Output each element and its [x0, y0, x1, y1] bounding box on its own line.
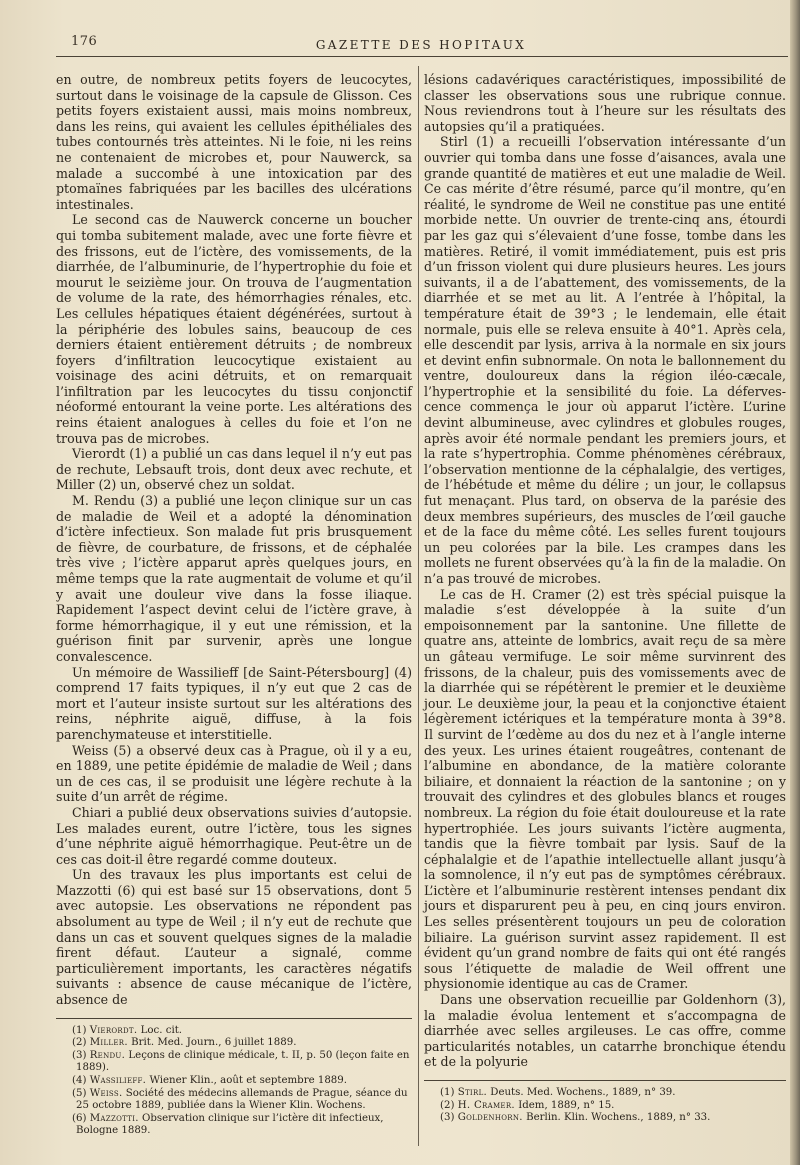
footnote: [56, 1088, 412, 1113]
paragraph: Un mémoire de Wassilieff [de Saint-Pétersbourg] (4) comprend 17 faits typiques, il n’y eut que 2 cas de mort et l’auteur insiste surtout sur les altérations des reins, néphrite aiguë, diffuse, à la fois parenchymateuse et interstitielle.: [56, 664, 412, 742]
footnote-reference: Idem, 1889, n° 15.: [514, 1099, 615, 1111]
paragraph: Le cas de H. Cramer (2) est très spécial puisque la maladie s’est développée à la suite d’un empoisonnement par la santonine. Une fillette de quatre ans, atteinte de lombrics, avait reçu de sa mère un gâteau vermifuge. Le soir même survinrent des frissons, de la chaleur, puis des vomissements avec de la diarrhée qui se répétèrent le premier et le deuxième jour. Le deuxième jour, la peau et la conjonctive étaient légèrement ictériques et la température monta à 39°8. Il survint de l’œdème au dos du nez et à l’angle interne des yeux. Les urines étaient rougeâtres, contenant de l’albumine en abondance, de la matière colorante biliaire, et donnaient la réaction de la santonine ; on y trouvait des cylindres et des globules blancs et rouges nombreux. La région du foie était douloureuse et la rate hypertrophiée. Les jours suivants l’ictère augmenta, tandis que la fièvre tombait par lysis. Sauf de la céphalalgie et de l’apathie intellectuelle allant jusqu’à la somnolence, il n’y eut pas de symptômes cérébraux. L’ictère et l’albuminurie restèrent intenses pendant dix jours et disparurent peu à peu, en cinq jours environ. Les selles présentèrent toujours un peu de coloration biliaire. La guérison survint assez rapidement. Il est évident qu’un grand nombre de faits qui ont été rangés sous l’étiquette de maladie de Weil offrent une physionomie identique au cas de Cramer.: [424, 586, 786, 992]
page-edge-shadow: [790, 0, 800, 1165]
footnote-author: Goldenhorn.: [457, 1112, 523, 1124]
column-divider: [418, 66, 419, 1146]
footnote: [56, 1113, 412, 1138]
footnote-author: Wassilieff.: [89, 1075, 147, 1086]
footnote-author: Miller.: [89, 1037, 128, 1049]
footnote-number: (6): [72, 1112, 87, 1124]
footnote-reference: Brit. Med. Journ., 6 juillet 1889.: [127, 1037, 297, 1049]
footnote-number: (2): [72, 1037, 87, 1049]
footnote: [424, 1087, 786, 1100]
footnote: [56, 1025, 412, 1038]
footnote-number: (5): [72, 1087, 87, 1099]
footnote-reference: Berlin. Klin. Wochens., 1889, n° 33.: [522, 1112, 711, 1124]
footnote-number: (1): [72, 1024, 87, 1036]
paragraph: Chiari a publié deux observations suivies d’autopsie. Les malades eurent, outre l’ictère, tous les signes d’une néphrite aiguë hémorrhagique. Peut-être un de ces cas doit-il être regardé comme douteux.: [56, 804, 412, 867]
footnote-author: Stirl.: [457, 1087, 488, 1098]
footnote-author: H. Cramer.: [457, 1099, 515, 1111]
running-title: GAZETTE DES HOPITAUX: [315, 38, 527, 52]
footnotes: [56, 1025, 412, 1138]
footnote-number: (4): [72, 1075, 87, 1086]
page-number: 176: [71, 34, 98, 49]
footnote-reference: Wiener Klin., août et septembre 1889.: [146, 1075, 347, 1086]
footnote-number: (3): [72, 1049, 87, 1061]
left-column: [56, 72, 412, 1138]
paragraph: Dans une observation recueillie par Goldenhorn (3), la maladie évolua lentement et s’accompagna de diarrhée avec selles argileuses. Le cas offre, comme particularités notables, un catarrhe bronchique étendu et de la polyurie: [424, 992, 786, 1070]
paragraph: Un des travaux les plus importants est celui de Mazzotti (6) qui est basé sur 15 observations, dont 5 avec autopsie. Les observations ne répondent pas absolument au type de Weil ; il n’y eut de rechute que dans un cas et souvent quelques signes de la maladie firent défaut. L’auteur a signalé, comme particulièrement importants, les caractères négatifs suivants : absence de cause mécanique de l’ictère, absence de: [56, 867, 412, 1008]
paragraph: lésions cadavériques caractéristiques, impossibilité de classer les observations sous une rubrique connue. Nous reviendrons tout à l’heure sur les résultats des autopsies qu’il a pratiquées.: [424, 72, 786, 134]
footnote-number: (1): [440, 1087, 455, 1098]
page-header: [56, 28, 786, 56]
footnote-author: Rendu.: [89, 1049, 126, 1061]
footnotes: [424, 1087, 786, 1125]
footnote: [424, 1100, 786, 1113]
paragraph: Stirl (1) a recueilli l’observation intéressante d’un ouvrier qui tomba dans une fosse d’aisances, avala une grande quantité de matières et eut une maladie de Weil. Ce cas mérite d’être résumé, parce qu’il montre, qu’en réalité, le syndrome de Weil ne constitue pas une entité morbide nette. Un ouvrier de trente-cinq ans, étourdi par les gaz qui s’élevaient d’une fosse, tombe dans les matières. Retiré, il vomit immédiatement, puis est pris d’un frisson violent qui dure plusieurs heures. Les jours suivants, il a de l’abattement, des vomissements, de la diarrhée et se met au lit. A l’entrée à l’hôpital, la température était de 39°3 ; le lendemain, elle était normale, puis elle se releva ensuite à 40°1. Après cela, elle descendit par lysis, arriva à la normale en six jours et devint enfin subnormale. On nota le ballonnement du ventre, douloureux dans la région iléo-cæcale, l’hypertrophie et la sensibilité du foie. La déferves-cence commença le jour où apparut l’ictère. L’urine devint albumineuse, avec cylindres et globules rouges, après avoir été normale pendant les premiers jours, et la rate s’hypertrophia. Comme phénomènes cérébraux, l’observation mentionne de la céphalalgie, des vertiges, de l’hébétude et même du délire ; un jour, le collapsus fut menaçant. Plus tard, on observa de la parésie des deux membres supérieurs, des muscles de l’œil gauche et de la face du même côté. Les selles furent toujours un peu colorées par la bile. Les crampes dans les mollets ne furent observées qu’à la fin de la maladie. On n’a pas trouvé de microbes.: [424, 134, 786, 586]
footnote: [424, 1112, 786, 1125]
right-column: [424, 72, 786, 1125]
footnote-rule: [424, 1080, 786, 1081]
footnote: [56, 1075, 412, 1088]
header-rule: [56, 56, 788, 57]
footnote-author: Vierordt.: [89, 1024, 138, 1036]
footnote-number: (2): [440, 1099, 455, 1111]
footnote-reference: Deuts. Med. Wochens., 1889, n° 39.: [487, 1087, 676, 1098]
footnote-author: Mazzotti.: [89, 1112, 139, 1124]
footnote-reference: Loc. cit.: [137, 1024, 183, 1036]
paragraph: Vierordt (1) a publié un cas dans lequel il n’y eut pas de rechute, Lebsauft trois, dont deux avec rechute, et Miller (2) un, observé chez un soldat.: [56, 446, 412, 493]
footnote-reference: Société des médecins allemands de Prague, séance du 25 octobre 1889, publiée dans la Wiener Klin. Wochens.: [76, 1087, 408, 1112]
paragraph: Le second cas de Nauwerck concerne un boucher qui tomba subitement malade, avec une forte fièvre et des frissons, eut de l’ictère, des vomissements, de la diarrhée, de l’albuminurie, de l’hypertrophie du foie et mourut le seizième jour. On trouva de l’augmentation de volume de la rate, des hémorrhagies rénales, etc. Les cellules hépatiques étaient dégénérées, surtout à la périphérie des lobules sains, beaucoup de ces derniers étaient entièrement détruits ; de nombreux foyers d’infiltration leucocytique existaient au voisinage des acini détruits, et on remarquait l’infiltration par les leucocytes du tissu conjonctif néoformé entourant la veine porte. Les altérations des reins étaient analogues à celles du foie et l’on ne trouva pas de microbes.: [56, 212, 412, 446]
footnote-rule: [56, 1018, 412, 1019]
paragraph: Weiss (5) a observé deux cas à Prague, où il y a eu, en 1889, une petite épidémie de maladie de Weil ; dans un de ces cas, il se produisit une légère rechute à la suite d’un arrêt de régime.: [56, 742, 412, 805]
footnote: [56, 1050, 412, 1075]
footnote-number: (3): [440, 1112, 455, 1124]
footnote: [56, 1037, 412, 1050]
footnote-reference: Leçons de clinique médicale, t. II, p. 50 (leçon faite en 1889).: [76, 1049, 410, 1074]
footnote-reference: Observation clinique sur l’ictère dit infectieux, Bologne 1889.: [76, 1112, 384, 1137]
paragraph: en outre, de nombreux petits foyers de leucocytes, surtout dans le voisinage de la capsule de Glisson. Ces petits foyers existaient aussi, mais moins nombreux, dans les reins, qui avaient les cellules épithéliales des tubes contournés très atteintes. Ni le foie, ni les reins ne contenaient de microbes et, pour Nauwerck, sa malade a succombé à une intoxication par des ptomaïnes fabriquées par les bacilles des ulcérations intestinales.: [56, 72, 412, 212]
footnote-author: Weiss.: [89, 1087, 123, 1099]
paragraph: M. Rendu (3) a publié une leçon clinique sur un cas de maladie de Weil et a adopté la dénomination d’ictère infectieux. Son malade fut pris brusquement de fièvre, de courbature, de frissons, et de céphalée très vive ; l’ictère apparut après quelques jours, en même temps que la rate augmentait de volume et qu’il y avait une douleur vive dans la fosse iliaque. Rapidement l’aspect devint celui de l’ictère grave, à forme hémorrhagique, il y eut une rémission, et la guérison finit par survenir, après une longue convalescence.: [56, 493, 412, 664]
